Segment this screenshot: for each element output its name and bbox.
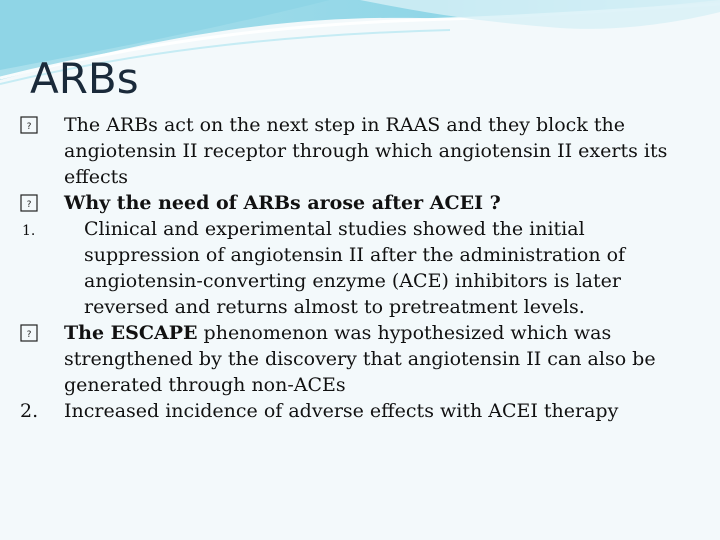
list-item-1: [20, 216, 690, 320]
list-item-text: Increased incidence of adverse effects with ACEI therapy: [64, 400, 619, 422]
svg-text:?: ?: [26, 122, 32, 132]
svg-text:?: ?: [26, 200, 32, 210]
list-number: 2.: [20, 400, 39, 422]
paragraph-text: phenomenon was hypothesized which was strengthened by the discovery that angiotensin II can also be generated through non-ACEs: [64, 322, 656, 396]
slide-body: [20, 112, 690, 424]
square-bullet-icon: [20, 112, 42, 138]
square-bullet-icon: [20, 320, 42, 346]
square-bullet-icon: [20, 190, 42, 216]
paragraph-escape: [20, 320, 690, 398]
paragraph-text: Why the need of ARBs arose after ACEI ?: [64, 192, 501, 214]
paragraph-why-arbs: [20, 190, 690, 216]
svg-text:?: ?: [26, 330, 32, 340]
list-item-2: [20, 398, 690, 424]
slide-title: ARBs: [30, 54, 139, 103]
list-item-text: Clinical and experimental studies showed the initial suppression of angiotensin II after the administration of angiotensin-converting enzyme (ACE) inhibitors is later reversed and returns almost to pretreatment levels.: [84, 218, 626, 318]
paragraph-raas: [20, 112, 690, 190]
paragraph-bold-text: The ESCAPE: [64, 322, 198, 344]
list-number: 1.: [22, 223, 36, 239]
paragraph-text: The ARBs act on the next step in RAAS and they block the angiotensin II receptor through which angiotensin II exerts its effects: [64, 114, 668, 188]
